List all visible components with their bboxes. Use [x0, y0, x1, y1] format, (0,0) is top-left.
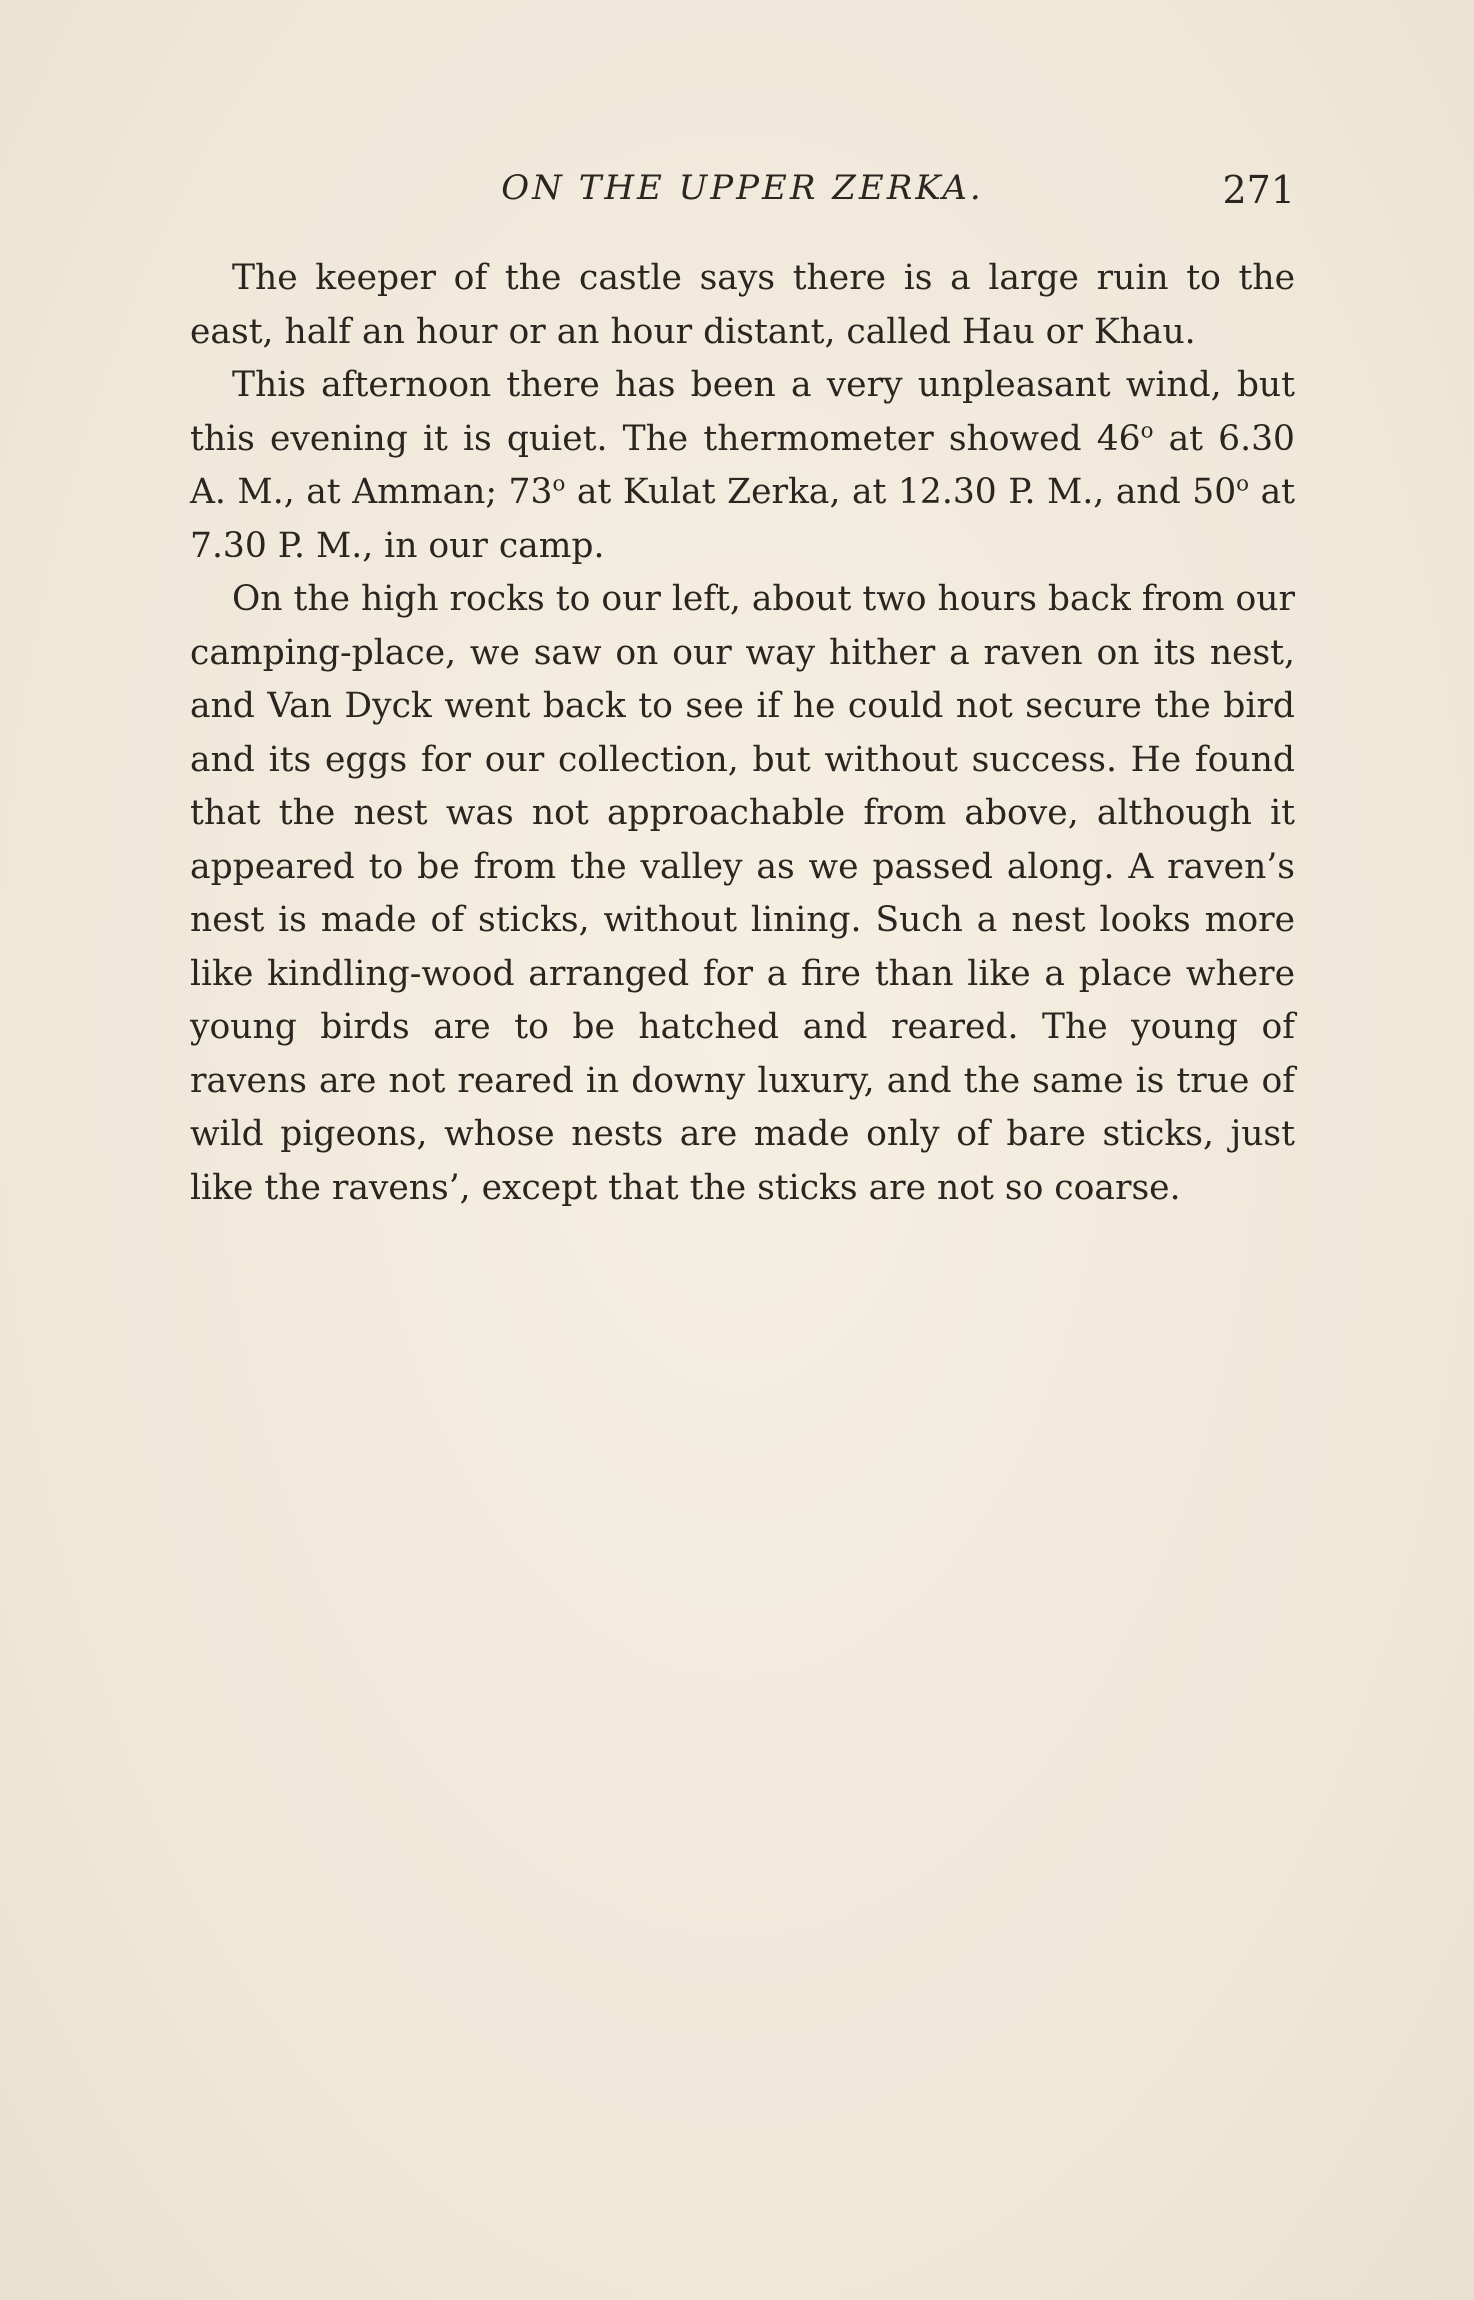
running-header — [190, 168, 1295, 218]
weather-text-3: at Kulat Zerka, at 12.30 P. M., and 50 — [565, 472, 1237, 512]
body-text — [190, 252, 1295, 1215]
degree-mark: o — [1140, 418, 1154, 443]
degree-mark: o — [1236, 471, 1250, 497]
paragraph-weather — [190, 359, 1295, 573]
paragraph-raven-nest: On the high rocks to our left, about two hours back from our camping-place, we saw on our way hither a raven on its nest, and Van Dyck went back to see if he could not secure the bird and its eggs for our collection, but without success. He found that the nest was not approachable from above, although it appeared to be from the valley as we passed along. A raven’s nest is made of sticks, without lining. Such a nest looks more like kindling-wood arranged for a fire than like a place where young birds are to be hatched and reared. The young of ravens are not reared in downy luxury, and the same is true of wild pigeons, whose nests are made only of bare sticks, just like the ravens’, except that the sticks are not so coarse. — [190, 579, 1295, 1208]
running-title: ON THE UPPER ZERKA. — [501, 168, 984, 208]
weather-text-1: This afternoon there has been a very unpleasant wind, but this evening it is quiet. The thermometer showed 46 — [190, 365, 1295, 459]
degree-mark: o — [552, 471, 566, 497]
page-number: 271 — [1222, 168, 1295, 212]
weather-text-2: at 6.30 A. M., at Amman; 73 — [190, 418, 1295, 512]
weather-text-4: at 7.30 P. M., in our camp. — [190, 472, 1295, 566]
paragraph-castle-ruin: The keeper of the castle says there is a large ruin to the east, half an hour or an hour distant, called Hau or Khau. — [190, 258, 1295, 352]
